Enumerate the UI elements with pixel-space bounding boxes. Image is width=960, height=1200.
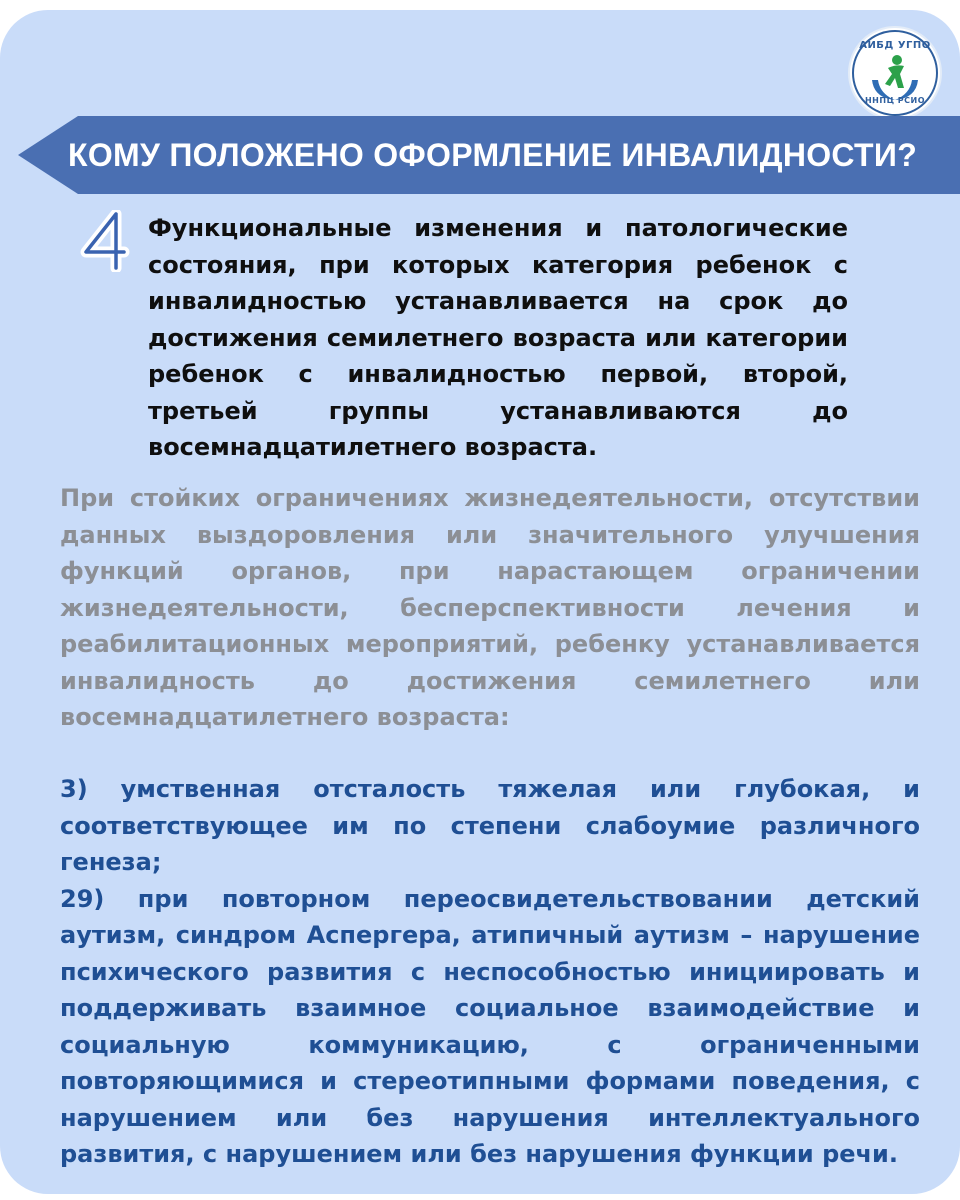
number-four-icon bbox=[80, 210, 140, 272]
logo-top-text: АИБД УГПО bbox=[859, 40, 931, 51]
intro-paragraph: При стойких ограничениях жизнедеятельности, отсутствии данных выздоровления или значительного улучшения функций органов, при нарастающем ограничении жизнедеятельности, бесперспективности лечения и реабилитационных мероприятий, ребенку устанавливается инвалидность до достижения семилетнего или восемнадцатилетнего возраста: bbox=[60, 484, 920, 731]
section-heading-text: Функциональные изменения и патологические состояния, при которых категория ребенок с инвалидностью устанавливается на срок до достижения семилетнего возраста или категории ребенок с инвалидностью первой, второй, третьей группы устанавливаются до восемнадцатилетнего возраста. bbox=[148, 214, 848, 461]
logo-bottom-text: ННПЦ РСИО bbox=[864, 96, 926, 105]
list-item: 29) при повторном переосвидетельствовании детский аутизм, синдром Аспергера, атипичный аутизм – нарушение психического развития с неспособностью инициировать и поддерживать взаимное социальное взаимодействие и социальную коммуникацию, с ограниченными повторяющимися и стереотипными формами поведения, с нарушением или без нарушения интеллектуального развития, с нарушением или без нарушения функции речи. bbox=[60, 884, 920, 1168]
title-banner bbox=[18, 116, 960, 194]
section-number bbox=[80, 210, 140, 272]
organization-logo bbox=[850, 28, 940, 118]
list-item: 3) умственная отсталость тяжелая или глубокая, и соответствующее им по степени слабоумие различного генеза; bbox=[60, 775, 920, 876]
criteria-list bbox=[60, 771, 920, 1173]
page-title: КОМУ ПОЛОЖЕНО ОФОРМЛЕНИЕ ИНВАЛИДНОСТИ? bbox=[68, 137, 918, 173]
